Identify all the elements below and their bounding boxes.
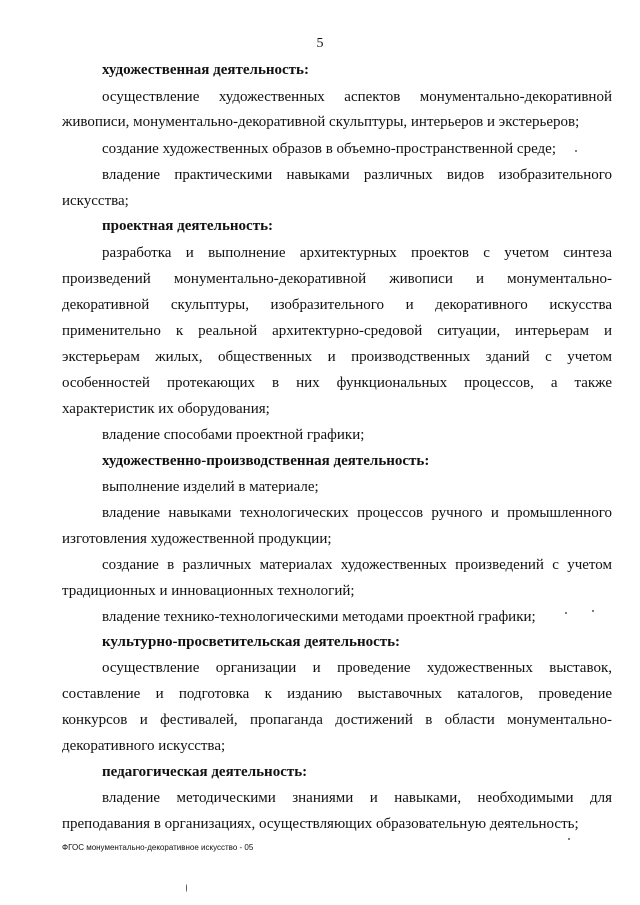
text-line: владение способами проектной графики; — [102, 427, 365, 443]
text-line: владение навыками технологических процессов ручного и промышленного — [102, 505, 612, 521]
scan-speck — [565, 612, 567, 614]
text-line: экстерьерам жилых, общественных и производственных зданий с учетом — [62, 349, 612, 365]
text-line: разработка и выполнение архитектурных проектов с учетом синтеза — [102, 245, 612, 261]
heading-pedagogical-activity: педагогическая деятельность: — [102, 764, 308, 780]
text-line: применительно к реальной архитектурно-средовой ситуации, интерьерам и — [62, 323, 612, 339]
text-line: произведений монументально-декоративной живописи и монументально- — [62, 271, 612, 287]
text-line: искусства; — [62, 193, 129, 209]
text-line: преподавания в организациях, осуществляющих образовательную деятельность; — [62, 816, 579, 832]
text-line: изготовления художественной продукции; — [62, 531, 332, 547]
heading-cultural-activity: культурно-просветительская деятельность: — [102, 634, 401, 650]
text-line: осуществление художественных аспектов монументально-декоративной — [102, 89, 612, 105]
text-line: осуществление организации и проведение художественных выставок, — [102, 660, 612, 676]
text-line: конкурсов и фестивалей, пропаганда достижений в области монументально- — [62, 712, 612, 728]
text-line: традиционных и инновационных технологий; — [62, 583, 355, 599]
heading-artistic-activity: художественная деятельность: — [102, 62, 309, 78]
text-line: особенностей протекающих в них функциональных процессов, а также — [62, 375, 612, 391]
scan-speck — [186, 884, 187, 892]
text-line: создание художественных образов в объемно-пространственной среде; — [102, 141, 556, 157]
page-number: 5 — [316, 36, 324, 51]
text-line: декоративной скульптуры, изобразительного и декоративного искусства — [62, 297, 612, 313]
text-line: выполнение изделий в материале; — [102, 479, 319, 495]
text-line: живописи, монументально-декоративной скульптуры, интерьеров и экстерьеров; — [62, 114, 580, 130]
text-line: составление и подготовка к изданию выставочных каталогов, проведение — [62, 686, 612, 702]
page-footer: ФГОС монументально-декоративное искусство - 05 — [62, 843, 254, 852]
text-line: создание в различных материалах художественных произведений с учетом — [102, 557, 612, 573]
scan-speck — [575, 150, 577, 152]
scan-speck — [592, 610, 594, 612]
text-line: владение технико-технологическими методами проектной графики; — [102, 609, 536, 625]
heading-production-activity: художественно-производственная деятельность: — [102, 453, 430, 469]
scan-speck — [568, 838, 570, 840]
text-line: владение методическими знаниями и навыками, необходимыми для — [102, 790, 612, 806]
text-line: декоративного искусства; — [62, 738, 226, 754]
text-line: владение практическими навыками различных видов изобразительного — [102, 167, 612, 183]
text-line: характеристик их оборудования; — [62, 401, 270, 417]
heading-design-activity: проектная деятельность: — [102, 218, 273, 234]
